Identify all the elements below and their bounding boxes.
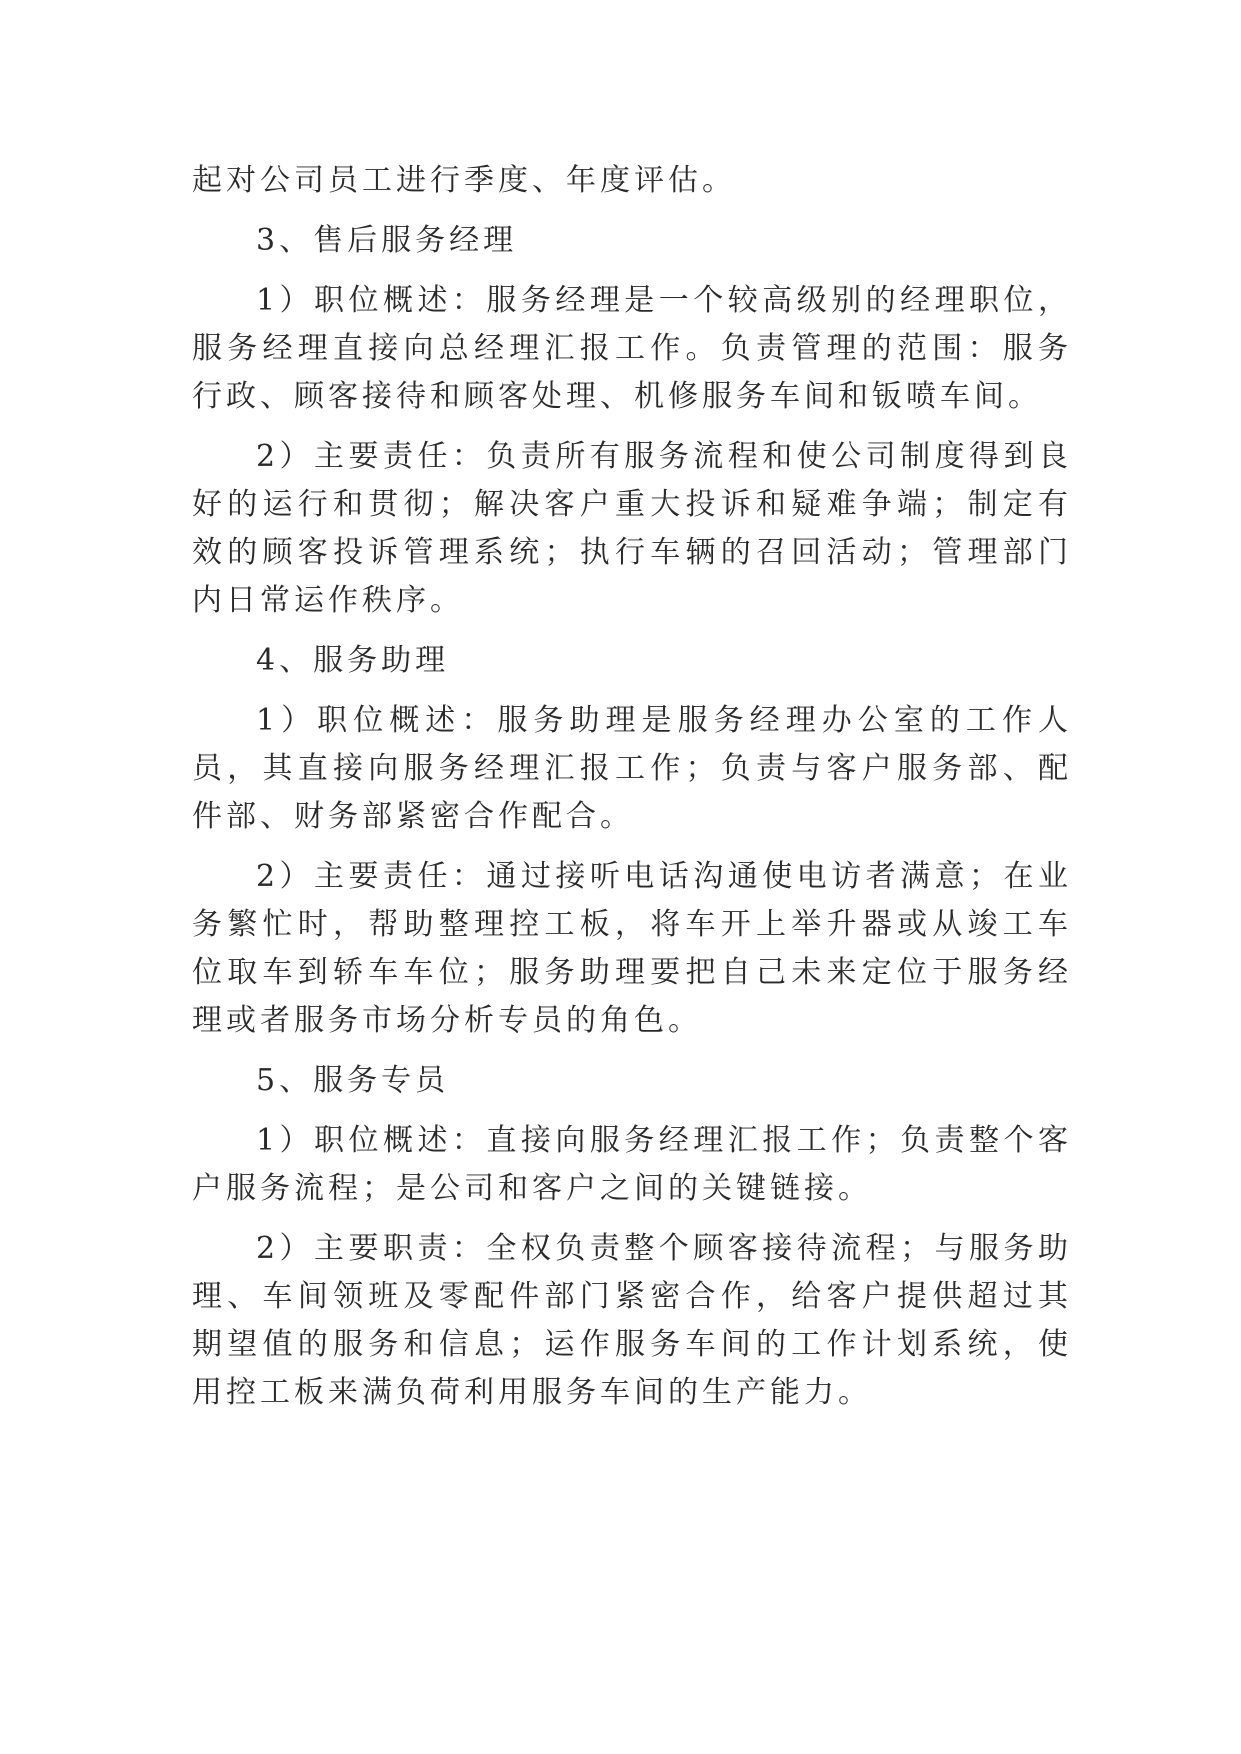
paragraph-service-manager-overview: 1）职位概述：服务经理是一个较高级别的经理职位，服务经理直接向总经理汇报工作。负责管理的范围：服务行政、顾客接待和顾客处理、机修服务车间和钣喷车间。 xyxy=(192,283,1072,414)
paragraph-service-specialist-overview: 1）职位概述：直接向服务经理汇报工作；负责整个客户服务流程；是公司和客户之间的关键链接。 xyxy=(192,1123,1072,1206)
section-heading-after-sales-service-manager: 3、售后服务经理 xyxy=(256,223,518,258)
document-body xyxy=(192,157,1072,1429)
paragraph-service-manager-responsibilities: 2）主要责任：负责所有服务流程和使公司制度得到良好的运行和贯彻；解决客户重大投诉和疑难争端；制定有效的顾客投诉管理系统；执行车辆的召回活动；管理部门内日常运作秩序。 xyxy=(192,439,1072,618)
paragraph-service-specialist-duties: 2）主要职责：全权负责整个顾客接待流程；与服务助理、车间领班及零配件部门紧密合作，给客户提供超过其期望值的服务和信息；运作服务车间的工作计划系统，使用控工板来满负荷利用服务车间的生产能力。 xyxy=(192,1231,1072,1410)
paragraph-continuation: 起对公司员工进行季度、年度评估。 xyxy=(192,163,736,198)
paragraph-service-assistant-overview: 1）职位概述：服务助理是服务经理办公室的工作人员，其直接向服务经理汇报工作；负责与客户服务部、配件部、财务部紧密合作配合。 xyxy=(192,703,1072,834)
section-heading-service-specialist: 5、服务专员 xyxy=(256,1063,450,1098)
paragraph-service-assistant-responsibilities: 2）主要责任：通过接听电话沟通使电访者满意；在业务繁忙时，帮助整理控工板，将车开上举升器或从竣工车位取车到轿车车位；服务助理要把自己未来定位于服务经理或者服务市场分析专员的角色。 xyxy=(192,859,1072,1038)
section-heading-service-assistant: 4、服务助理 xyxy=(256,643,450,678)
